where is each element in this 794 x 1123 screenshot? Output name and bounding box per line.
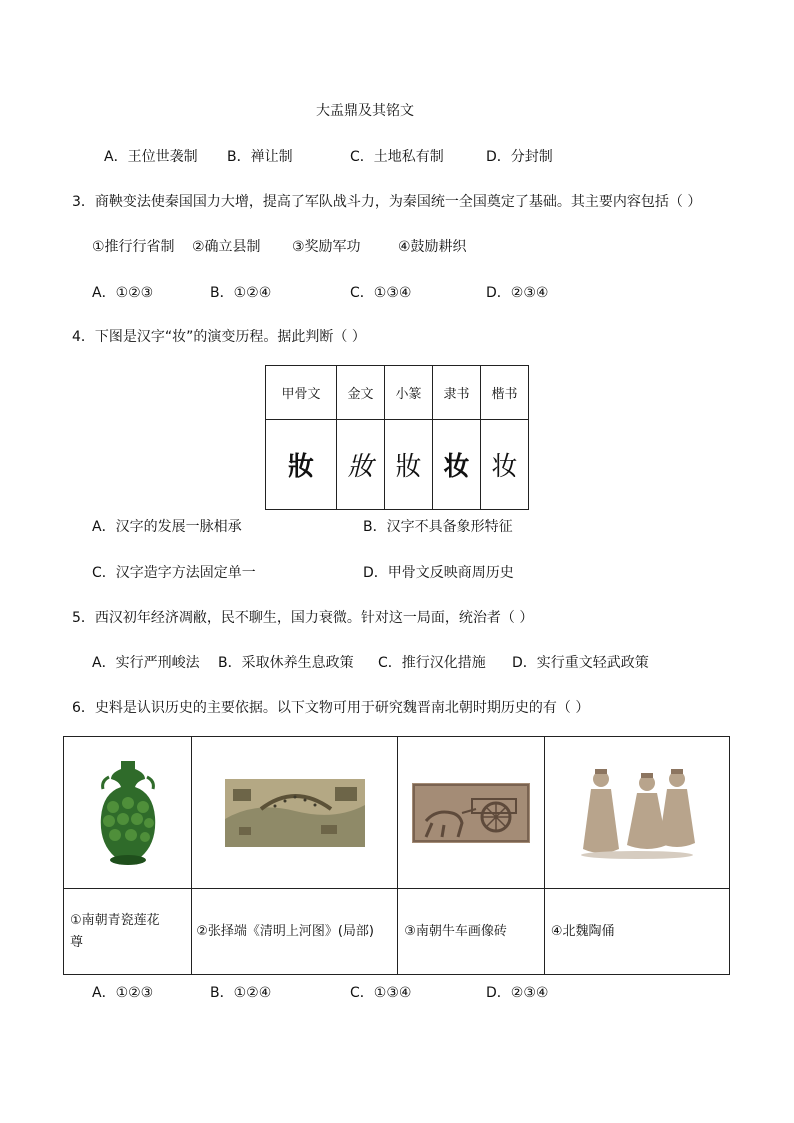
q2-option-b[interactable]: B．禅让制 [227,149,293,165]
q4-option-a[interactable]: A．汉字的发展一脉相承 [92,519,242,535]
header-small-seal: 小篆 [385,366,433,420]
q6-option-c[interactable]: C．①③④ [350,985,412,1001]
q3-item-4: ④鼓励耕织 [398,239,467,255]
q6-option-b[interactable]: B．①②④ [210,985,272,1001]
q4-option-d[interactable]: D．甲骨文反映商周历史 [363,565,514,581]
artifact-label-1 [64,889,192,975]
q2-option-d[interactable]: D．分封制 [486,149,553,165]
header-bronze: 金文 [337,366,385,420]
artifact-cell-3 [398,737,545,889]
q5-option-b[interactable]: B．采取休养生息政策 [218,655,354,671]
ox-cart-brick-image [412,783,530,843]
q4-stem: 4．下图是汉字“妆”的演变历程。据此判断（ ） [72,329,366,345]
q3-stem: 3．商鞅变法使秦国国力大增，提高了军队战斗力，为秦国统一全国奠定了基础。其主要内容包括（ ） [72,194,702,210]
q5-stem: 5．西汉初年经济凋敝，民不聊生，国力衰微。针对这一局面，统治者（ ） [72,610,534,626]
artifact-label-4: ④北魏陶俑 [544,889,729,975]
q3-item-1: ①推行行省制 [92,239,175,255]
header-regular: 楷书 [480,366,528,420]
celadon-lotus-vase-image [93,757,163,869]
q6-option-a[interactable]: A．①②③ [92,985,154,1001]
figure-caption: 大盂鼎及其铭文 [316,103,414,119]
q5-option-a[interactable]: A．实行严刑峻法 [92,655,200,671]
header-oracle-bone: 甲骨文 [266,366,337,420]
glyph-small-seal: 妝 [395,452,422,482]
pottery-figurines-image [577,765,697,861]
q3-option-c[interactable]: C．①③④ [350,285,412,301]
q3-item-3: ③奖励军功 [292,239,361,255]
artifact-cell-1 [64,737,192,889]
q3-item-2: ②确立县制 [192,239,261,255]
q5-option-d[interactable]: D．实行重文轻武政策 [512,655,649,671]
artifact-label-1-line1: ①南朝青瓷莲花 [70,912,160,928]
q2-option-a[interactable]: A．王位世袭制 [104,149,198,165]
q3-option-a[interactable]: A．①②③ [92,285,154,301]
q6-stem: 6．史料是认识历史的主要依据。以下文物可用于研究魏晋南北朝时期历史的有（ ） [72,700,590,716]
artifact-label-3: ③南朝牛车画像砖 [398,889,545,975]
q6-option-d[interactable]: D．②③④ [486,985,549,1001]
glyph-regular: 妆 [491,452,518,482]
q4-option-b[interactable]: B．汉字不具备象形特征 [363,519,513,535]
glyph-clerical: 妆 [443,452,470,482]
artifacts-table [63,736,730,975]
glyph-bronze: 妝 [347,452,374,482]
q3-option-b[interactable]: B．①②④ [210,285,272,301]
q2-option-c[interactable]: C．土地私有制 [350,149,444,165]
q3-option-d[interactable]: D．②③④ [486,285,549,301]
character-evolution-table [265,365,529,510]
artifact-cell-2 [192,737,398,889]
qingming-painting-image [225,779,365,847]
header-clerical: 隶书 [433,366,481,420]
q4-option-c[interactable]: C．汉字造字方法固定单一 [92,565,256,581]
artifact-label-1-line2: 尊 [70,934,84,950]
artifact-label-2: ②张择端《清明上河图》(局部) [192,889,398,975]
glyph-oracle-bone: 妝 [288,452,315,482]
artifact-cell-4 [544,737,729,889]
q5-option-c[interactable]: C．推行汉化措施 [378,655,486,671]
